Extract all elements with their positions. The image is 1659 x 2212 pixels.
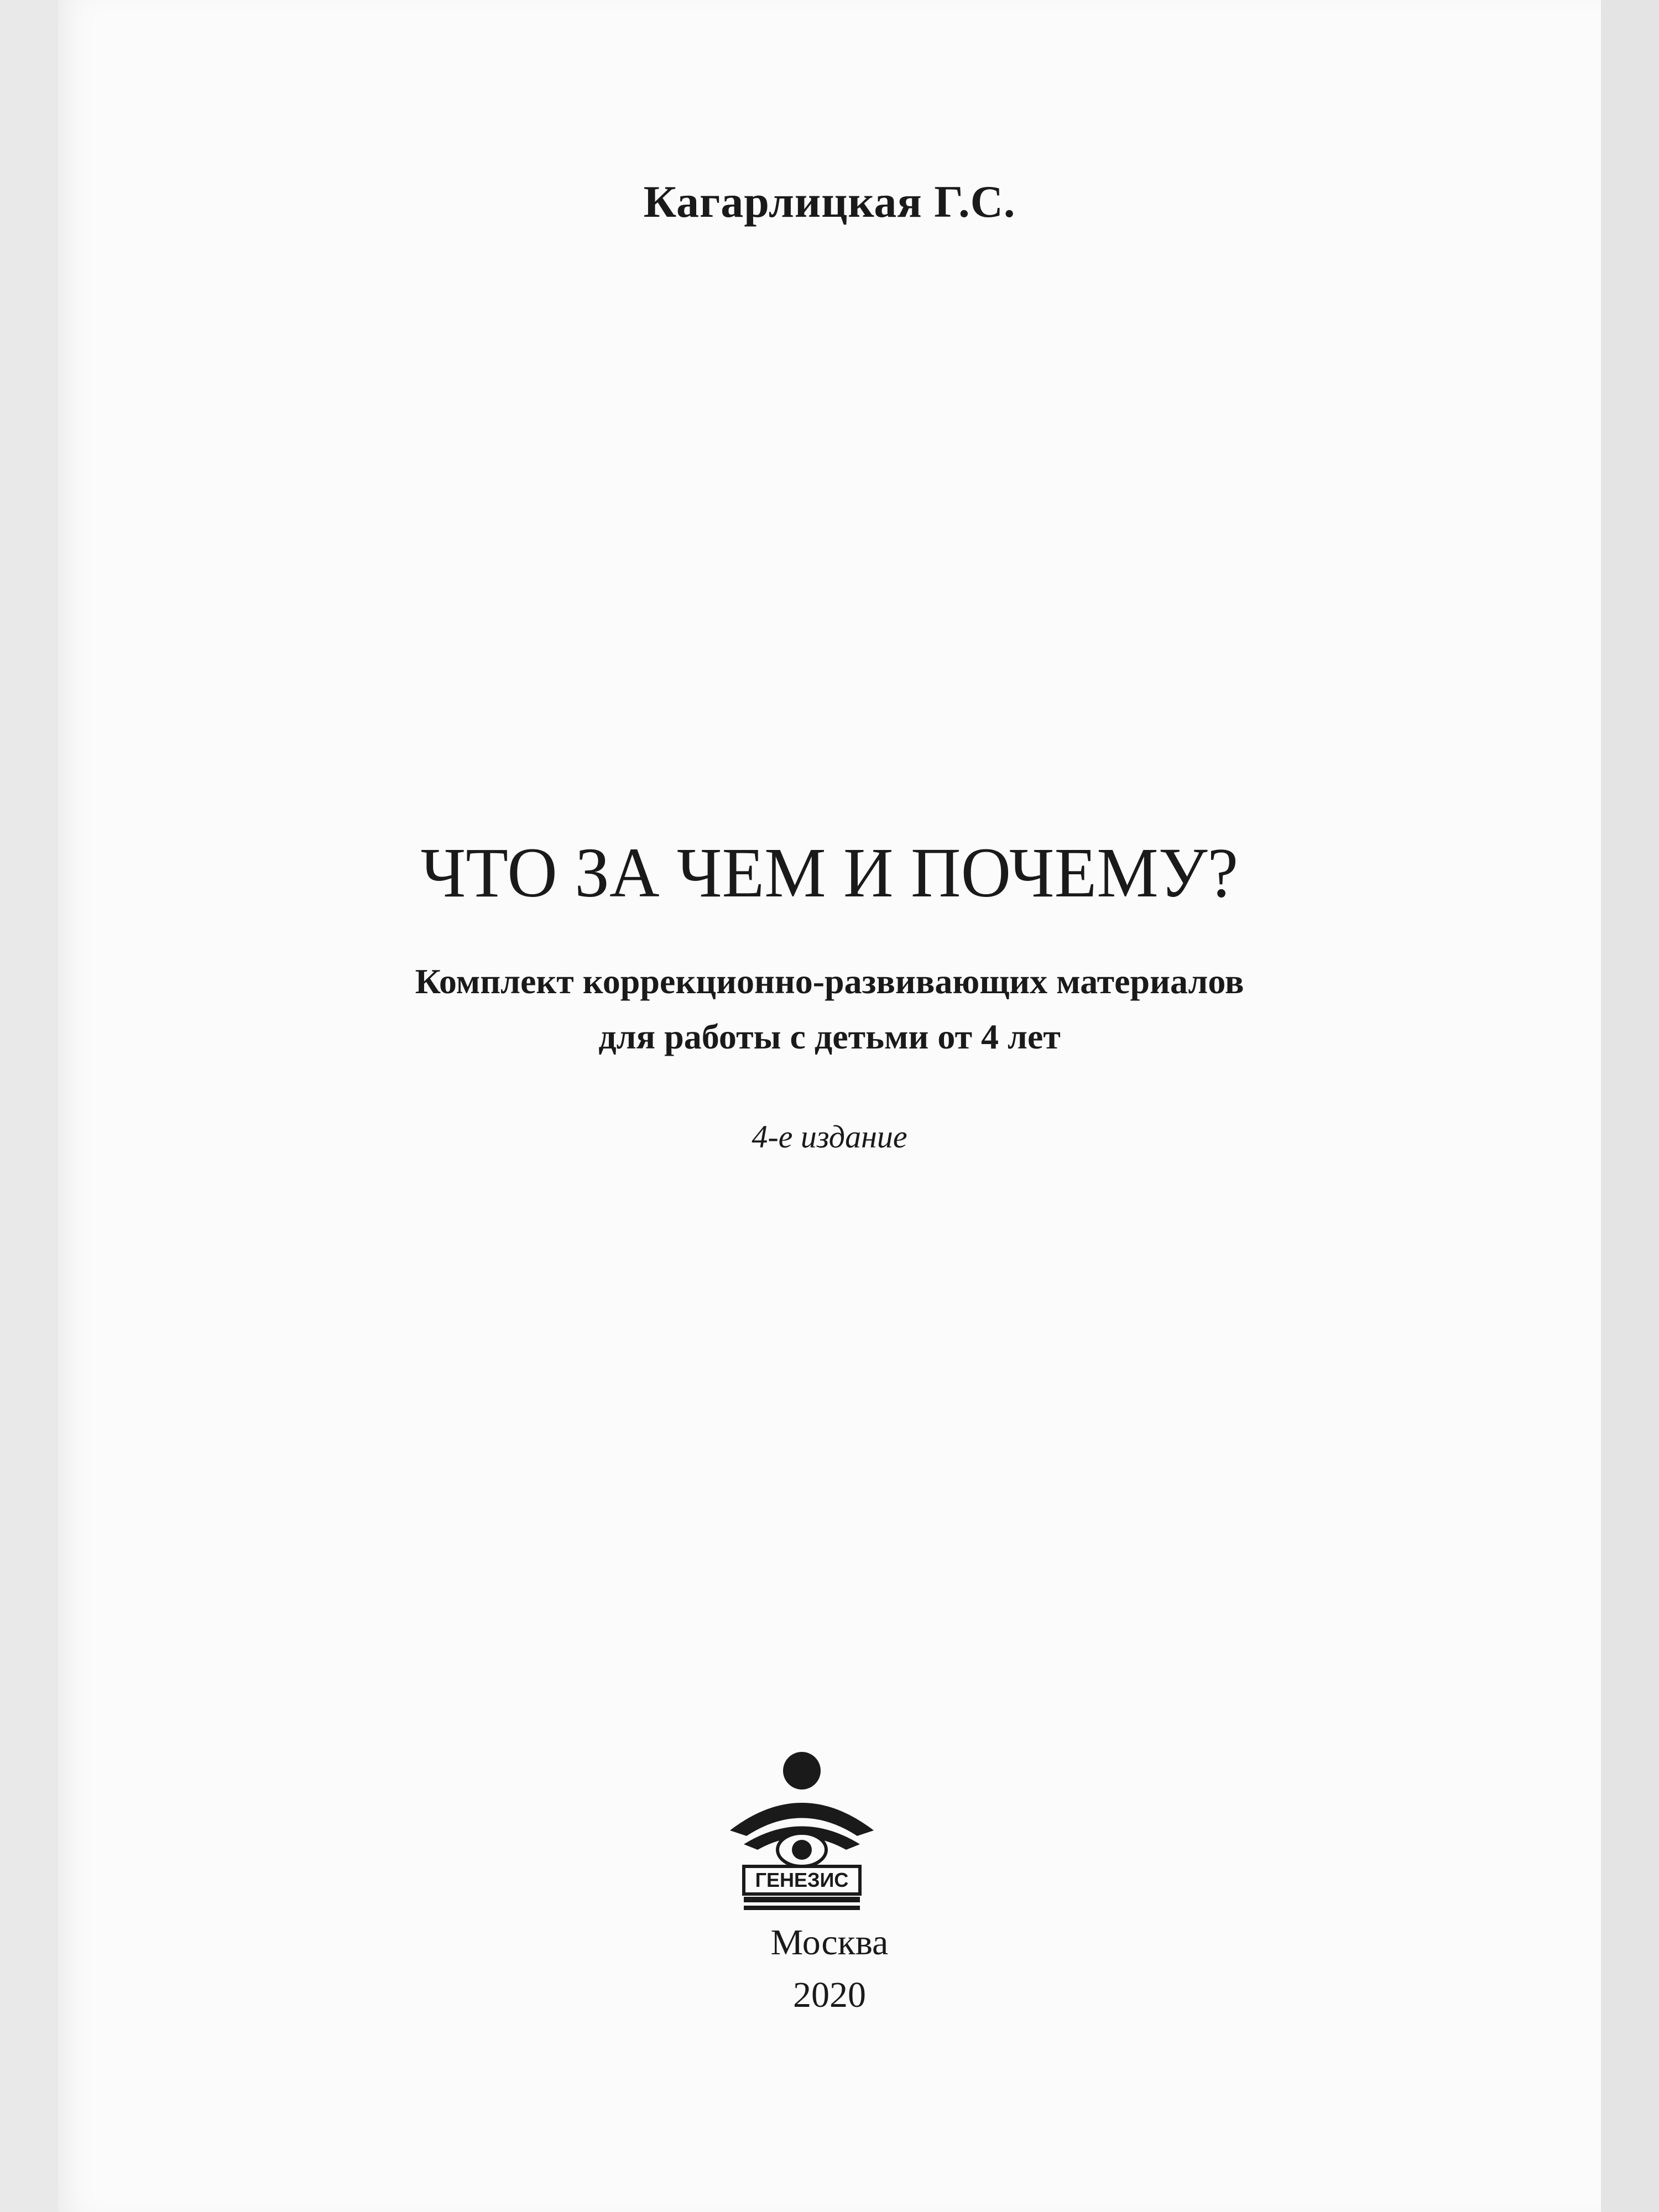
subtitle-line-2: для работы с детьми от 4 лет bbox=[598, 1017, 1061, 1056]
publication-city: Москва bbox=[770, 1922, 889, 1963]
page-edge bbox=[1601, 0, 1659, 2212]
edition-label: 4-е издание bbox=[752, 1119, 907, 1155]
author-name: Кагарлицкая Г.С. bbox=[643, 176, 1016, 227]
book-title: ЧТО ЗА ЧЕМ И ПОЧЕМУ? bbox=[420, 833, 1239, 912]
genezis-publisher-logo-icon bbox=[719, 1747, 885, 1913]
logo-text: ГЕНЕЗИС bbox=[755, 1869, 849, 1891]
subtitle-line-1: Комплект коррекционно-развивающих материалов bbox=[415, 962, 1244, 1001]
publication-year: 2020 bbox=[793, 1975, 866, 2015]
